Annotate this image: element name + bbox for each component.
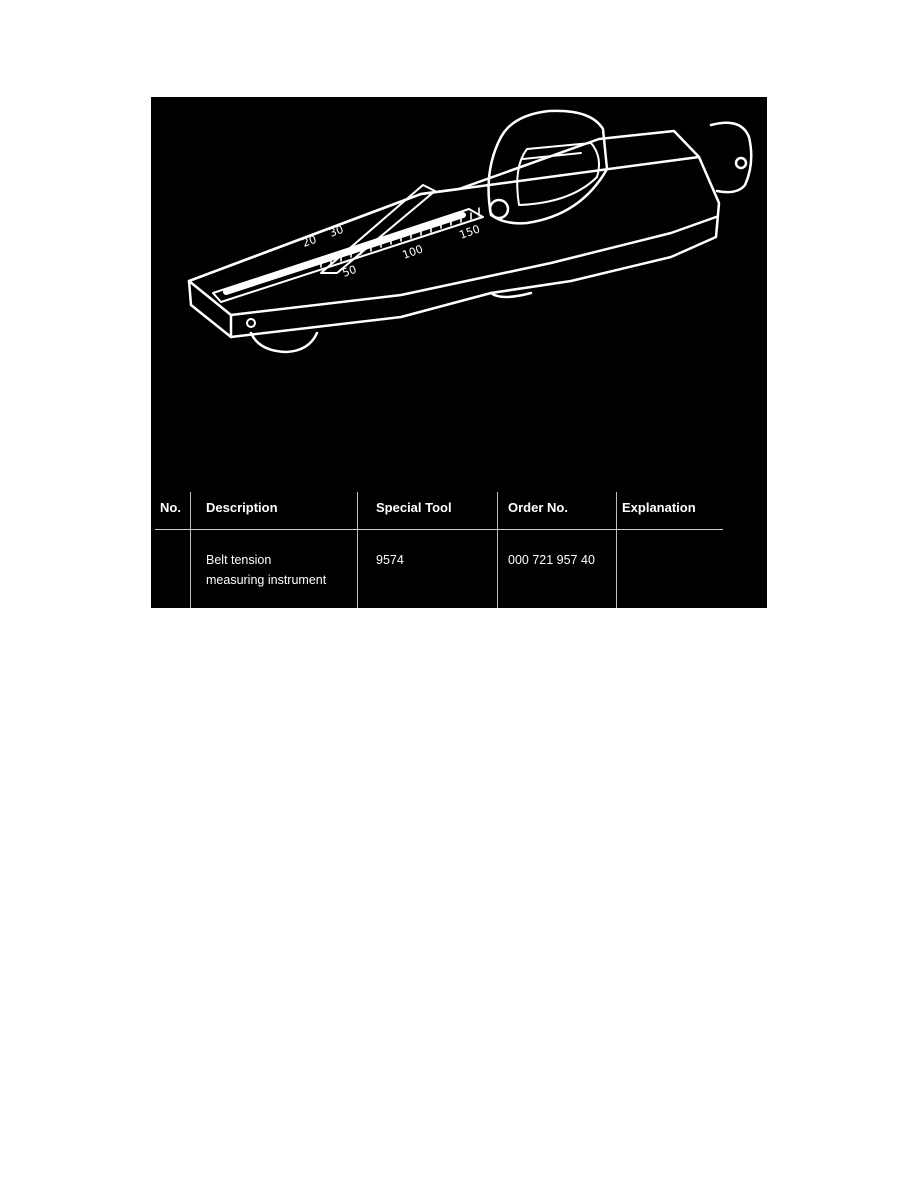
scale-window	[151, 97, 152, 98]
scale-label-50: 50	[340, 262, 359, 280]
header-explanation: Explanation	[622, 500, 696, 515]
header-no: No.	[160, 500, 181, 515]
tool-body	[189, 131, 719, 337]
cell-special-tool: 9574	[376, 553, 404, 567]
cell-order-no: 000 721 957 40	[508, 553, 595, 567]
header-divider	[155, 529, 723, 530]
column-divider	[190, 492, 191, 608]
special-tool-table	[151, 492, 767, 608]
belt-tension-tool-illustration	[151, 97, 767, 497]
scale-label-100: 100	[400, 242, 425, 262]
figure-panel	[151, 97, 767, 608]
screw-hole	[247, 319, 255, 327]
scale-label-30: 30	[327, 222, 346, 240]
end-cap	[711, 123, 751, 192]
tool-roller	[251, 333, 317, 352]
header-order-no: Order No.	[508, 500, 568, 515]
column-divider	[357, 492, 358, 608]
header-special-tool: Special Tool	[376, 500, 452, 515]
cell-description	[206, 550, 326, 590]
handle-loop	[489, 111, 607, 224]
scale-label-150: 150	[457, 222, 482, 242]
scale-label-20: 20	[300, 232, 319, 250]
header-description: Description	[206, 500, 278, 515]
adjust-knob	[490, 200, 508, 218]
column-divider	[616, 492, 617, 608]
cell-description-line2: measuring instrument	[206, 573, 327, 587]
column-divider	[497, 492, 498, 608]
cell-description-line1: Belt tension	[206, 553, 272, 567]
